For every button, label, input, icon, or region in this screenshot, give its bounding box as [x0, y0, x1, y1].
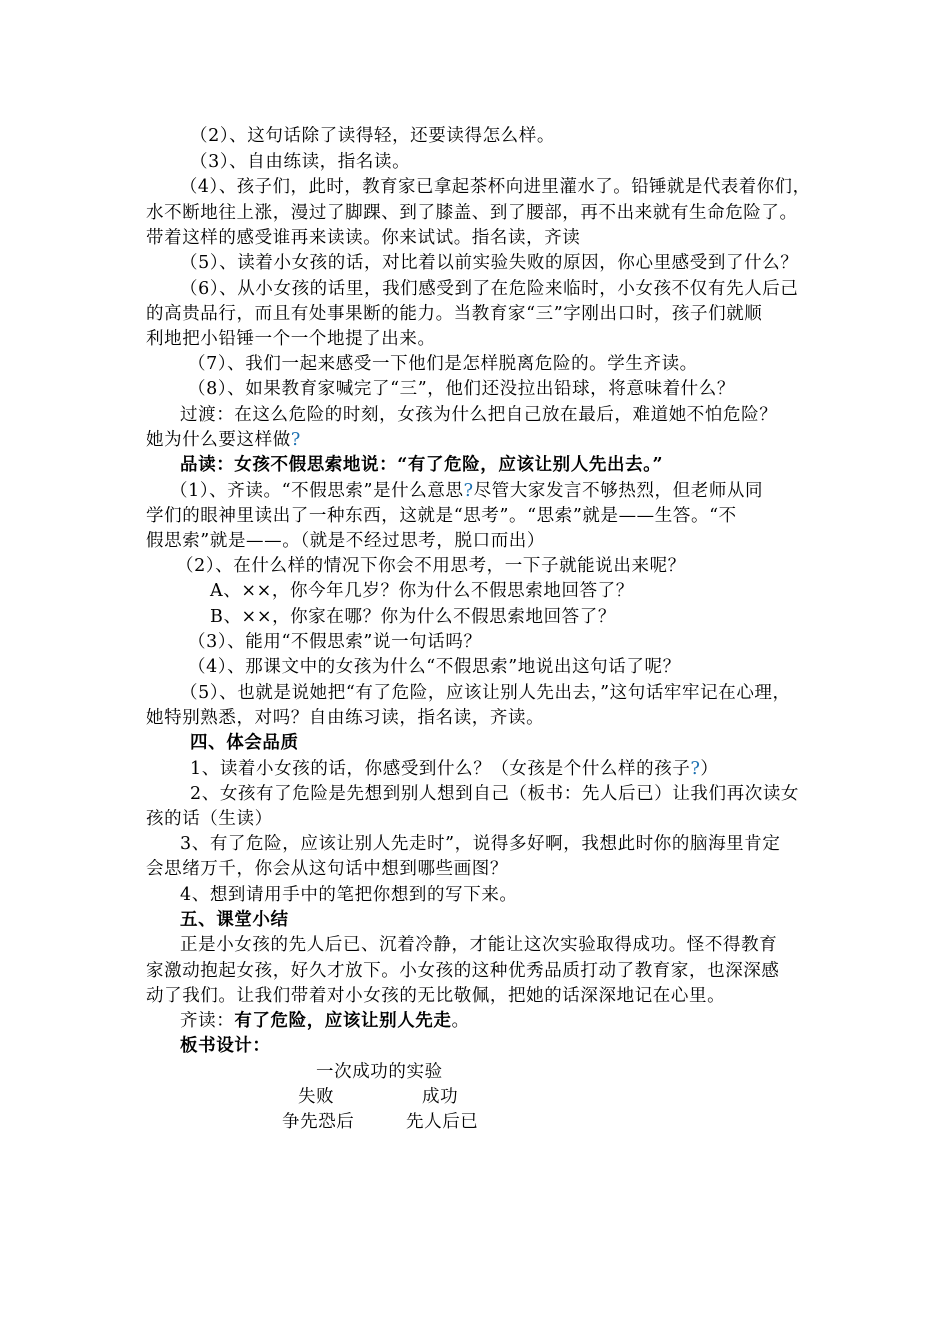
text-line: 学们的眼神里读出了一种东西，这就是“思考”。“思索”就是——生答。“不: [146, 506, 737, 526]
text-run: ?: [290, 430, 301, 450]
text-line: （3）、自由练读，指名读。: [190, 152, 411, 172]
text-line: （8）、如果教育家喊完了“三”，他们还没拉出铅球，将意味着什么？: [188, 379, 735, 399]
section-heading: 五、课堂小结: [180, 910, 289, 930]
text-run: ）: [700, 759, 719, 779]
text-line: 正是小女孩的先人后已、沉着冷静，才能让这次实验取得成功。怪不得教育: [180, 935, 778, 955]
text-run: 1、读着小女孩的话，你感受到什么？（女孩是个什么样的孩子: [190, 759, 691, 779]
text-line: 会思绪万千，你会从这句话中想到哪些画图？: [146, 859, 508, 879]
board-left-top: 失败: [298, 1087, 335, 1107]
text-run: 。: [451, 1011, 470, 1031]
section-heading: 品读：女孩不假思索地说：“有了危险，应该让别人先出去。”: [180, 455, 664, 475]
text-line: 的高贵品行，而且有处事果断的能力。当教育家“三”字刚出口时，孩子们就顺: [146, 304, 763, 324]
text-line: （3）、能用“不假思索”说一句话吗？: [188, 632, 482, 652]
section-heading: 板书设计：: [180, 1036, 271, 1056]
text-run: （1）、齐读。“不假思索”是什么意思: [170, 481, 464, 501]
text-line: 孩的话（生读）: [146, 809, 273, 829]
text-line: [190, 757, 719, 781]
text-line: 假思索”就是——。（就是不经过思考，脱口而出）: [146, 531, 545, 551]
text-run: 有了危险，应该让别人先走: [234, 1011, 452, 1031]
text-run: ?: [463, 481, 474, 501]
section-heading: 四、体会品质: [190, 733, 299, 753]
text-line: 水不断地往上涨，漫过了脚踝、到了膝盖、到了腰部，再不出来就有生命危险了。: [146, 203, 798, 223]
text-line: （5）、读着小女孩的话，对比着以前实验失败的原因，你心里感受到了什么？: [180, 253, 799, 273]
text-line: 她特别熟悉，对吗？自由练习读，指名读，齐读。: [146, 708, 545, 728]
text-line: A、××，你今年几岁？你为什么不假思索地回答了？: [210, 581, 634, 601]
text-run: 她为什么要这样做: [146, 430, 291, 450]
text-line: [180, 1009, 470, 1033]
text-line: [170, 479, 763, 503]
text-line: （7）、我们一起来感受一下他们是怎样脱离危险的。学生齐读。: [188, 354, 698, 374]
board-right-bottom: 先人后已: [406, 1112, 479, 1132]
board-left-bottom: 争先恐后: [282, 1112, 355, 1132]
text-line: 过渡：在这么危险的时刻，女孩为什么把自己放在最后，难道她不怕危险？: [180, 405, 778, 425]
text-line: （4）、那课文中的女孩为什么“不假思索”地说出这句话了呢？: [188, 657, 681, 677]
text-run: ?: [690, 759, 701, 779]
text-line: 动了我们。让我们带着对小女孩的无比敬佩，把她的话深深地记在心里。: [146, 986, 726, 1006]
text-line: 家激动抱起女孩，好久才放下。小女孩的这种优秀品质打动了教育家，也深深感: [146, 961, 780, 981]
text-line: 3、有了危险，应该让别人先走时”，说得多好啊，我想此时你的脑海里肯定: [180, 834, 781, 854]
text-line: 利地把小铅锤一个一个地提了出来。: [146, 329, 436, 349]
board-title: 一次成功的实验: [316, 1062, 443, 1082]
text-line: （2）、这句话除了读得轻，还要读得怎么样。: [190, 126, 555, 146]
text-line: （4）、孩子们，此时，教育家已拿起茶杯向进里灌水了。铅锤就是代表着你们，: [180, 177, 811, 197]
text-run: 尽管大家发言不够热烈，但老师从同: [473, 481, 764, 501]
text-line: 4、想到请用手中的笔把你想到的写下来。: [180, 885, 518, 905]
text-line: （2）、在什么样的情况下你会不用思考，一下子就能说出来呢？: [176, 556, 686, 576]
text-line: 带着这样的感受谁再来读读。你来试试。指名读，齐读: [146, 228, 581, 248]
text-line: B、××，你家在哪？你为什么不假思索地回答了？: [210, 607, 616, 627]
board-right-top: 成功: [422, 1087, 459, 1107]
text-line: （6）、从小女孩的话里，我们感受到了在危险来临时，小女孩不仅有先人后己: [180, 279, 799, 299]
text-run: 齐读：: [180, 1011, 235, 1031]
text-line: 2、女孩有了危险是先想到别人想到自己（板书：先人后已）让我们再次读女: [190, 784, 800, 804]
text-line: （5）、也就是说她把“有了危险，应该让别人先出去，”这句话牢牢记在心理，: [180, 683, 791, 703]
text-line: [146, 428, 301, 452]
